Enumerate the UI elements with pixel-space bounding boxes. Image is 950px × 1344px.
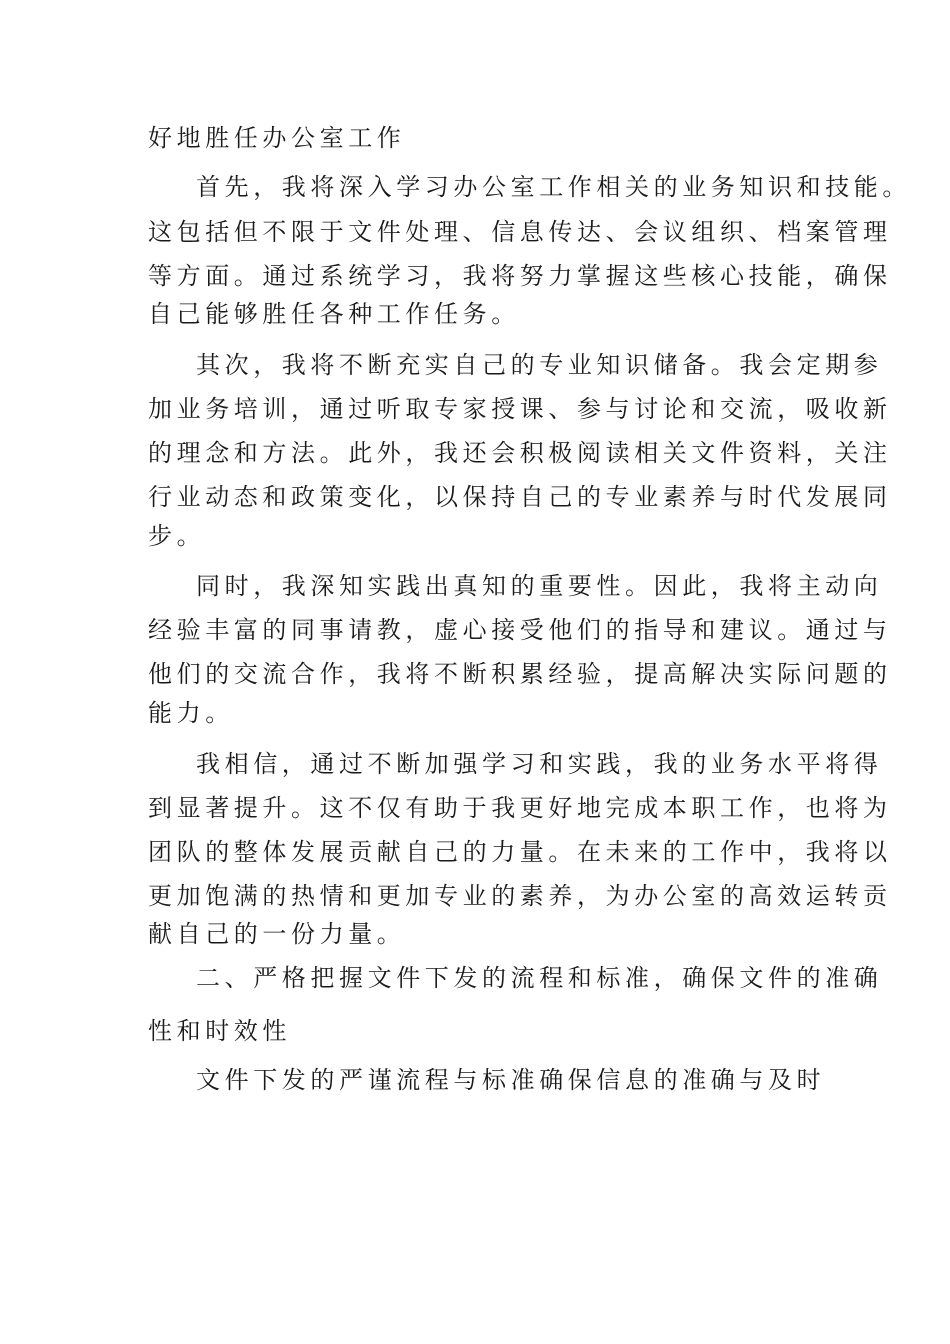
continuation-line: 好地胜任办公室工作 — [148, 124, 406, 152]
paragraph-3-line-2: 经验丰富的同事请教，虚心接受他们的指导和建议。通过与 — [148, 616, 892, 644]
paragraph-4-line-3: 团队的整体发展贡献自己的力量。在未来的工作中，我将以 — [148, 838, 892, 866]
paragraph-2-line-5: 步。 — [148, 522, 206, 550]
paragraph-2-line-1: 其次，我将不断充实自己的专业知识储备。我会定期参 — [196, 351, 883, 379]
paragraph-1-line-2: 这包括但不限于文件处理、信息传达、会议组织、档案管理 — [148, 218, 892, 246]
paragraph-4-line-4: 更加饱满的热情和更加专业的素养，为办公室的高效运转贡 — [148, 882, 892, 910]
paragraph-2-line-4: 行业动态和政策变化，以保持自己的专业素养与时代发展同 — [148, 483, 892, 511]
section-heading-line-2: 性和时效性 — [148, 1017, 291, 1045]
paragraph-4-line-5: 献自己的一份力量。 — [148, 920, 406, 948]
paragraph-1-line-1: 首先，我将深入学习办公室工作相关的业务知识和技能。 — [196, 173, 911, 201]
paragraph-1-line-4: 自己能够胜任各种工作任务。 — [148, 300, 520, 328]
paragraph-5-line-1: 文件下发的严谨流程与标准确保信息的准确与及时 — [196, 1066, 826, 1094]
paragraph-4-line-1: 我相信，通过不断加强学习和实践，我的业务水平将得 — [196, 750, 883, 778]
paragraph-3-line-3: 他们的交流合作，我将不断积累经验，提高解决实际问题的 — [148, 660, 892, 688]
paragraph-2-line-2: 加业务培训，通过听取专家授课、参与讨论和交流，吸收新 — [148, 395, 892, 423]
paragraph-4-line-2: 到显著提升。这不仅有助于我更好地完成本职工作，也将为 — [148, 794, 892, 822]
section-heading-line-1: 二、严格把握文件下发的流程和标准，确保文件的准确 — [196, 964, 883, 992]
paragraph-2-line-3: 的理念和方法。此外，我还会积极阅读相关文件资料，关注 — [148, 439, 892, 467]
paragraph-3-line-1: 同时，我深知实践出真知的重要性。因此，我将主动向 — [196, 572, 883, 600]
paragraph-3-line-4: 能力。 — [148, 699, 234, 727]
paragraph-1-line-3: 等方面。通过系统学习，我将努力掌握这些核心技能，确保 — [148, 262, 892, 290]
